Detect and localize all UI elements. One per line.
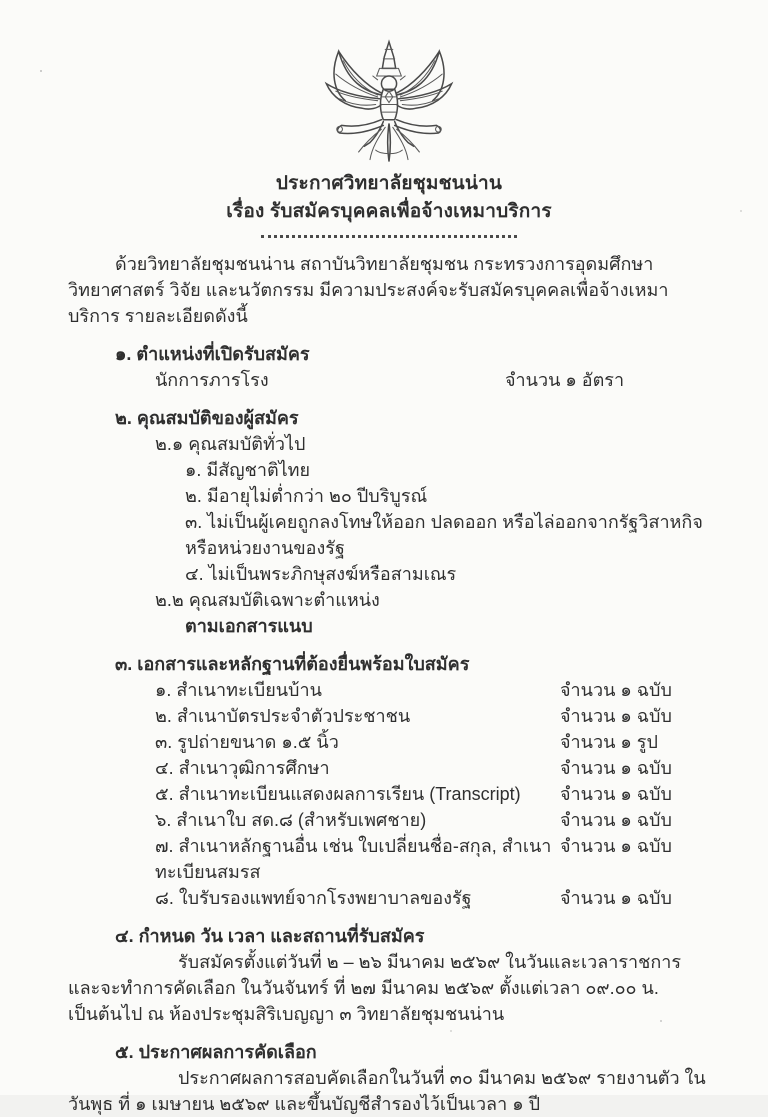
document-item: ๘. ใบรับรองแพทย์จากโรงพยาบาลของรัฐ <box>155 888 472 908</box>
document-item: ๖. สำเนาใบ สด.๘ (สำหรับเพศชาย) <box>155 810 427 830</box>
section4-paragraph: รับสมัครตั้งแต่วันที่ ๒ – ๒๖ มีนาคม ๒๕๖๙ ในวันและเวลาราชการ และจะทำการคัดเลือก ในวันจันทร์ ที่ ๒๗ มีนาคม ๒๕๖๙ ตั้งแต่เวลา ๐๙.๐๐ น. เป็นต้นไป ณ ห้องประชุมสิริเบญญา ๓ วิทยาลัยชุมชนน่าน <box>68 952 682 1024</box>
garuda-emblem-icon <box>313 38 465 171</box>
document-row <box>68 729 710 755</box>
section3-heading: ๓. เอกสารและหลักฐานที่ต้องยื่นพร้อมใบสมัคร <box>115 654 470 674</box>
position-name: นักการภารโรง <box>155 370 269 390</box>
position-quantity: จำนวน ๑ อัตรา <box>505 370 625 390</box>
document-item: ๕. สำเนาทะเบียนแสดงผลการเรียน (Transcript) <box>155 784 521 804</box>
document-row <box>68 807 710 833</box>
document-row <box>68 703 710 729</box>
document-item: ๔. สำเนาวุฒิการศึกษา <box>155 758 330 778</box>
position-row <box>68 367 710 393</box>
document-quantity: จำนวน ๑ ฉบับ <box>560 758 672 778</box>
document-quantity: จำนวน ๑ ฉบับ <box>560 680 672 700</box>
section5-heading: ๕. ประกาศผลการคัดเลือก <box>115 1042 317 1062</box>
dotted-divider <box>261 235 517 238</box>
announcement-title-line1: ประกาศวิทยาลัยชุมชนน่าน <box>275 173 503 194</box>
document-row <box>68 755 710 781</box>
general-qualification-item: ๔. ไม่เป็นพระภิกษุสงฆ์หรือสามเณร <box>185 564 457 584</box>
section4-heading: ๔. กำหนด วัน เวลา และสถานที่รับสมัคร <box>115 926 425 946</box>
document-item: ๑. สำเนาทะเบียนบ้าน <box>155 680 322 700</box>
general-qualification-item: ๒. มีอายุไม่ต่ำกว่า ๒๐ ปีบริบูรณ์ <box>185 486 428 506</box>
document-item: ๓. รูปถ่ายขนาด ๑.๕ นิ้ว <box>155 732 339 752</box>
intro-paragraph: ด้วยวิทยาลัยชุมชนน่าน สถาบันวิทยาลัยชุมชน กระทรวงการอุดมศึกษา วิทยาศาสตร์ วิจัย และนวัตกรรม มีความประสงค์จะรับสมัครบุคคลเพื่อจ้างเหมาบริการ รายละเอียดดังนี้ <box>68 254 669 326</box>
general-qualification-item: ๓. ไม่เป็นผู้เคยถูกลงโทษให้ออก ปลดออก หรือไล่ออกจากรัฐวิสาหกิจ หรือหน่วยงานของรัฐ <box>185 512 703 558</box>
document-quantity: จำนวน ๑ รูป <box>560 732 658 752</box>
document-item: ๒. สำเนาบัตรประจำตัวประชาชน <box>155 706 411 726</box>
document-row <box>68 833 710 885</box>
section2-attachment-note: ตามเอกสารแนบ <box>185 616 313 636</box>
document-quantity: จำนวน ๑ ฉบับ <box>560 810 672 830</box>
scan-speckles <box>40 70 42 72</box>
document-item: ๗. สำเนาหลักฐานอื่น เช่น ใบเปลี่ยนชื่อ-สกุล, สำเนาทะเบียนสมรส <box>155 836 552 882</box>
document-quantity: จำนวน ๑ ฉบับ <box>560 888 672 908</box>
section5-paragraph: ประกาศผลการสอบคัดเลือกในวันที่ ๓๐ มีนาคม ๒๕๖๙ รายงานตัว ในวันพุธ ที่ ๑ เมษายน ๒๕๖๙ และขึ้นบัญชีสำรองไว้เป็นเวลา ๑ ปี <box>68 1068 706 1114</box>
general-qualification-item: ๑. มีสัญชาติไทย <box>185 460 311 480</box>
section2-sub2-heading: ๒.๒ คุณสมบัติเฉพาะตำแหน่ง <box>155 590 380 610</box>
document-row <box>68 781 710 807</box>
document-quantity: จำนวน ๑ ฉบับ <box>560 784 672 804</box>
section2-heading: ๒. คุณสมบัติของผู้สมัคร <box>115 408 299 428</box>
document-quantity: จำนวน ๑ ฉบับ <box>560 836 672 856</box>
document-row <box>68 677 710 703</box>
section1-heading: ๑. ตำแหน่งที่เปิดรับสมัคร <box>115 344 310 364</box>
document-quantity: จำนวน ๑ ฉบับ <box>560 706 672 726</box>
announcement-title-line2: เรื่อง รับสมัครบุคคลเพื่อจ้างเหมาบริการ <box>226 201 552 222</box>
document-row <box>68 885 710 911</box>
section2-sub1-heading: ๒.๑ คุณสมบัติทั่วไป <box>155 434 306 454</box>
emblem-container <box>68 0 710 170</box>
